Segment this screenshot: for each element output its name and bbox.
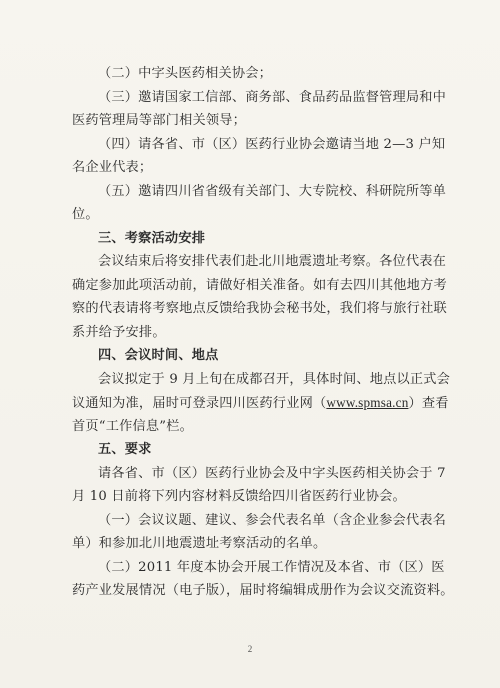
paragraph-5-line-1: 请各省、市（区）医药行业协会及中字头医药相关协会于 7 [98, 465, 446, 481]
list-item-2: （二）中字头医药相关协会； [98, 66, 273, 81]
paragraph-3-line-4: 系并给予安排。 [72, 324, 166, 340]
requirement-1-line-1: （一）会议议题、建议、参会代表名单（含企业参会代表名 [98, 512, 447, 528]
requirement-1-line-2: 单）和参加北川地震遗址考察活动的名单。 [72, 536, 327, 551]
paragraph-5-line-2: 月 10 日前将下列内容材料反馈给四川省医药行业协会。 [72, 489, 406, 504]
list-item-3-line-1: （三）邀请国家工信部、商务部、食品药品监督管理局和中 [98, 89, 447, 105]
website-url: www.spmsa.cn [326, 395, 409, 410]
requirement-2-line-2: 药产业发展情况（电子版），届时将编辑成册作为会议交流资料。 [72, 583, 454, 598]
paragraph-4-line-3: 首页“工作信息”栏。 [72, 418, 193, 434]
paragraph-4-line-2 [72, 391, 449, 415]
list-item-5-line-2: 位。 [72, 207, 99, 222]
paragraph-4-line-2-text: 议通知为准，届时可登录四川医药行业网（ [72, 396, 327, 411]
paragraph-3-line-2: 确定参加此项活动前，请做好相关准备。如有去四川其他地方考 [72, 277, 447, 293]
page-number: 2 [247, 644, 253, 654]
paragraph-3-line-1: 会议结束后将安排代表们赴北川地震遗址考察。各位代表在 [98, 254, 447, 269]
requirement-2-line-1: （二）2011 年度本协会开展工作情况及本省、市（区）医 [98, 559, 445, 575]
list-item-4-line-2: 名企业代表； [72, 160, 153, 175]
paragraph-3-line-3: 察的代表请将考察地点反馈给我协会秘书处，我们将与旅行社联 [72, 301, 447, 316]
paragraph-4-line-1: 会议拟定于 9 月上旬在成都召开，具体时间、地点以正式会 [98, 371, 451, 387]
list-item-3-line-2: 医药管理局等部门相关领导； [72, 113, 247, 128]
section-heading-5: 五、要求 [98, 442, 152, 457]
document-body [72, 62, 454, 603]
list-item-5-line-1: （五）邀请四川省省级有关部门、大专院校、科研院所等单 [98, 183, 447, 199]
section-heading-4: 四、会议时间、地点 [98, 348, 219, 363]
list-item-4-line-1: （四）请各省、市（区）医药行业协会邀请当地 2—3 户知 [98, 136, 446, 152]
paragraph-4-line-2-tail: ）查看 [408, 396, 449, 411]
section-heading-3: 三、考察活动安排 [98, 230, 206, 246]
